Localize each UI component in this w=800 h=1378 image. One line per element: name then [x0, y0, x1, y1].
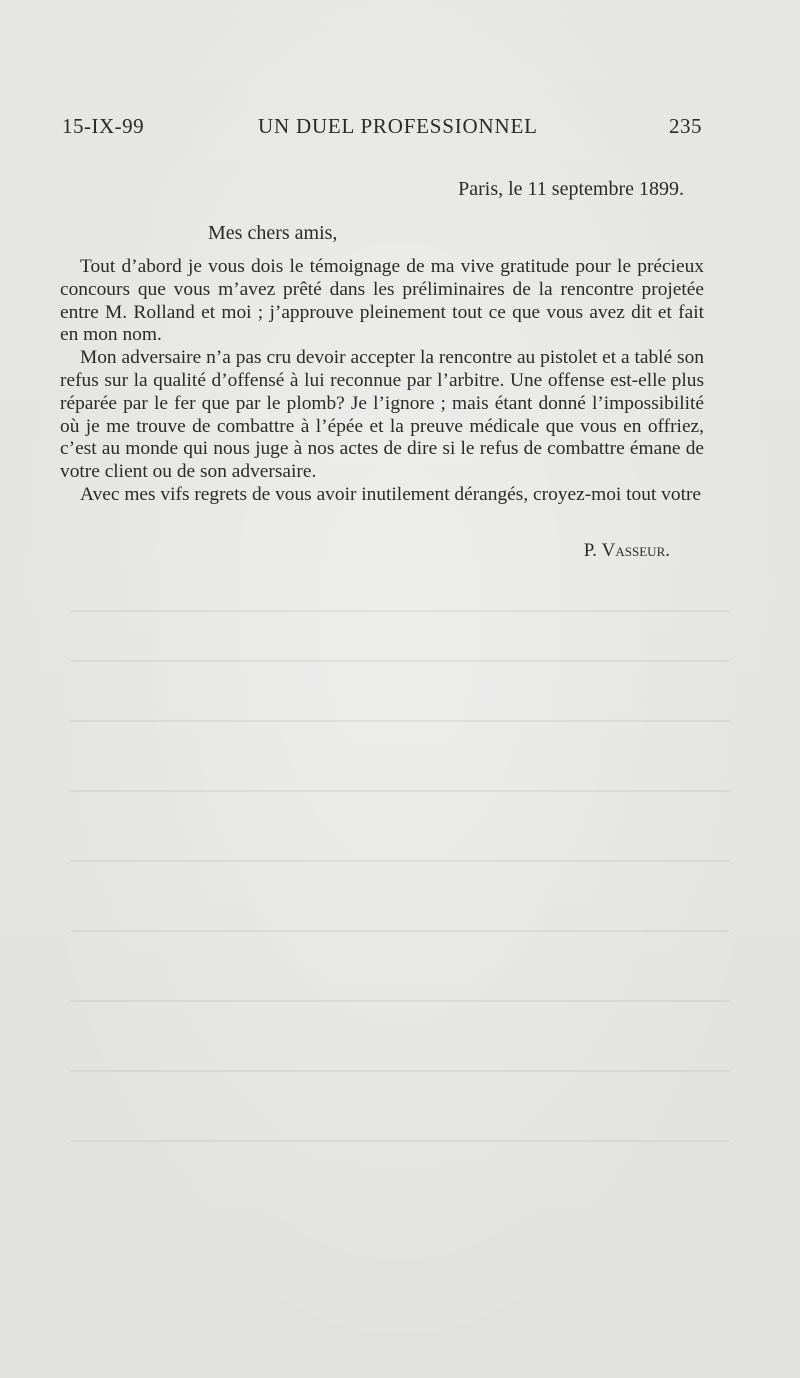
page-number: 235 — [669, 114, 702, 138]
bleed-through-line — [70, 1140, 730, 1142]
letter-body — [60, 256, 704, 507]
letter-dateline: Paris, le 11 septembre 1899. — [458, 178, 684, 200]
bleed-through-line — [70, 610, 730, 612]
letter-paragraph: Mon adversaire n’a pas cru devoir accepter la rencontre au pistolet et a tablé son refus sur la qualité d’offensé à lui reconnue par l’arbitre. Une offense est-elle plus réparée par le fer que par le plomb? Je l’ignore ; mais étant donné l’impossibilité où je me trouve de combattre à l’épée et la preuve médicale que vous en offriez, c’est au monde qui nous juge à nos actes de dire si le refus de combattre émane de votre client ou de son adversaire. — [60, 347, 704, 483]
bleed-through-line — [70, 1000, 730, 1002]
bleed-through-line — [70, 720, 730, 722]
letter-paragraph: Tout d’abord je vous dois le témoignage de ma vive gratitude pour le précieux concours que vous m’avez prêté dans les préliminaires de la rencontre projetée entre M. Rolland et moi ; j’approuve pleinement tout ce que vous avez dit et fait en mon nom. — [60, 256, 704, 346]
bleed-through-line — [70, 930, 730, 932]
running-head — [62, 114, 710, 144]
running-head-date: 15-IX-99 — [62, 114, 145, 138]
letter-salutation: Mes chers amis, — [208, 222, 338, 244]
signature-initial: P. — [583, 540, 602, 561]
bleed-through-line — [70, 790, 730, 792]
letter-paragraph: Avec mes vifs regrets de vous avoir inutilement dérangés, croyez-moi tout votre — [80, 483, 702, 505]
bleed-through-line — [70, 660, 730, 662]
bleed-through-line — [70, 1070, 730, 1072]
signature-name: Vasseur. — [601, 540, 670, 561]
letter-signature — [584, 540, 670, 562]
running-head-title: UN DUEL PROFESSIONNEL — [258, 114, 538, 138]
bleed-through-line — [70, 860, 730, 862]
